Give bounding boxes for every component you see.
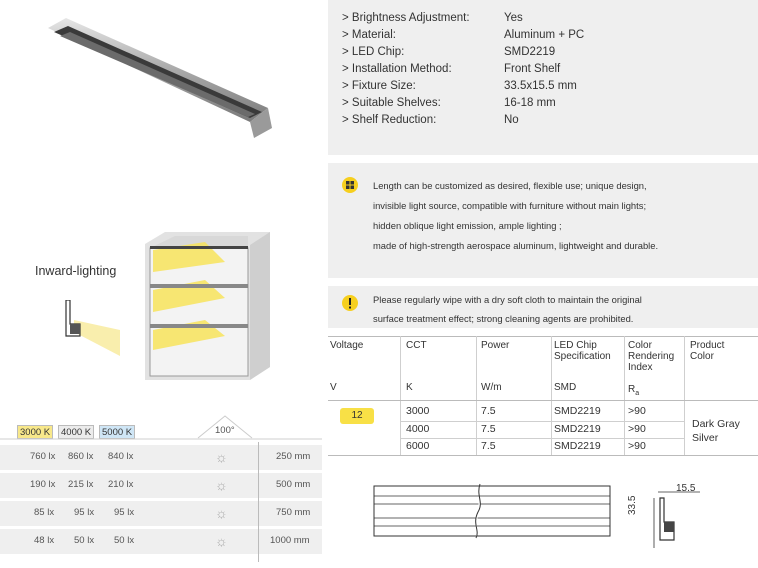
cell-chip: SMD2219 <box>554 405 601 417</box>
lux-row <box>0 473 322 498</box>
cell-chip: SMD2219 <box>554 423 601 435</box>
product-color: Silver <box>692 432 719 444</box>
warning-panel <box>328 286 758 328</box>
cell-cri: >90 <box>628 423 646 435</box>
lux-value: 48 lx <box>34 535 55 546</box>
spec-key: > Installation Method: <box>342 63 452 75</box>
lux-value: 95 lx <box>114 507 135 518</box>
beam-angle-label: 100° <box>215 425 235 436</box>
spec-value: No <box>504 114 519 126</box>
sun-icon: ☼ <box>215 505 228 521</box>
spec-key: > LED Chip: <box>342 46 405 58</box>
col-header-power: Power <box>481 340 510 351</box>
feature-text: hidden oblique light emission, ample lighting ; <box>373 220 562 231</box>
cell-cct: 4000 <box>406 423 430 435</box>
spec-key: > Suitable Shelves: <box>342 97 441 109</box>
cell-chip: SMD2219 <box>554 440 601 452</box>
profile-length-drawing <box>372 482 612 540</box>
product-color: Dark Gray <box>692 418 740 430</box>
unit-cct: K <box>406 382 413 393</box>
cct-tab-4000: 4000 K <box>58 425 94 439</box>
illuminance-table <box>0 412 322 568</box>
cell-power: 7.5 <box>481 440 496 452</box>
sun-icon: ☼ <box>215 449 228 465</box>
col-header-color: Product Color <box>690 340 725 362</box>
feature-text: Length can be customized as desired, flexible use; unique design, <box>373 180 647 191</box>
cell-cct: 6000 <box>406 440 430 452</box>
distance-value: 1000 mm <box>270 535 310 546</box>
warning-text: surface treatment effect; strong cleaning agents are prohibited. <box>373 313 634 324</box>
spec-panel <box>328 0 758 155</box>
feature-text: made of high-strength aerospace aluminum, lightweight and durable. <box>373 240 659 251</box>
spec-value: Aluminum + PC <box>504 29 585 41</box>
col-header-cct: CCT <box>406 340 427 351</box>
cct-tab-3000: 3000 K <box>17 425 53 439</box>
inward-lighting-label: Inward-lighting <box>35 264 117 278</box>
lux-value: 50 lx <box>114 535 135 546</box>
voltage-badge: 12 <box>340 408 374 424</box>
distance-value: 250 mm <box>276 451 311 462</box>
cell-cct: 3000 <box>406 405 430 417</box>
product-profile-image <box>40 10 280 150</box>
lux-value: 95 lx <box>74 507 95 518</box>
lux-value: 210 lx <box>108 479 134 490</box>
spec-value: 16-18 mm <box>504 97 556 109</box>
unit-voltage: V <box>330 382 337 393</box>
lux-value: 760 lx <box>30 451 56 462</box>
spec-key: > Brightness Adjustment: <box>342 12 470 24</box>
lux-value: 190 lx <box>30 479 56 490</box>
col-header-chip: LED Chip Specification <box>554 340 611 362</box>
lux-value: 860 lx <box>68 451 94 462</box>
col-header-cri: Color Rendering Index <box>628 340 675 373</box>
product-table <box>328 336 758 456</box>
feature-text: invisible light source, compatible with furniture without main lights; <box>373 200 647 211</box>
lux-row <box>0 445 322 470</box>
spec-key: > Fixture Size: <box>342 80 416 92</box>
cell-cri: >90 <box>628 440 646 452</box>
lux-value: 85 lx <box>34 507 55 518</box>
lux-value: 840 lx <box>108 451 134 462</box>
dimension-width: 15.5 <box>676 483 696 494</box>
col-header-voltage: Voltage <box>330 340 364 351</box>
cabinet-illustration <box>145 232 270 382</box>
exclamation-icon <box>342 295 358 311</box>
spec-value: Yes <box>504 12 523 24</box>
lux-row <box>0 501 322 526</box>
inward-lighting-diagram <box>60 300 120 356</box>
unit-power: W/m <box>481 382 502 393</box>
cct-tab-5000: 5000 K <box>99 425 135 439</box>
lux-value: 50 lx <box>74 535 95 546</box>
spec-key: > Shelf Reduction: <box>342 114 437 126</box>
lux-value: 215 lx <box>68 479 94 490</box>
dimension-height: 33.5 <box>627 495 638 515</box>
unit-chip: SMD <box>554 382 577 393</box>
features-panel <box>328 163 758 278</box>
cell-power: 7.5 <box>481 423 496 435</box>
cell-power: 7.5 <box>481 405 496 417</box>
distance-value: 750 mm <box>276 507 311 518</box>
warning-text: Please regularly wipe with a dry soft cloth to maintain the original <box>373 294 642 305</box>
spec-value: 33.5x15.5 mm <box>504 80 577 92</box>
grid-icon <box>342 177 358 193</box>
lux-row <box>0 529 322 554</box>
spec-value: SMD2219 <box>504 46 556 58</box>
distance-value: 500 mm <box>276 479 311 490</box>
spec-value: Front Shelf <box>504 63 561 75</box>
spec-key: > Material: <box>342 29 397 41</box>
beam-cone-icon <box>0 412 322 442</box>
cross-section-drawing <box>630 478 710 550</box>
distance-axis <box>258 442 259 562</box>
unit-cri: $R_a$ <box>628 384 640 397</box>
sun-icon: ☼ <box>215 477 228 493</box>
cell-cri: >90 <box>628 405 646 417</box>
sun-icon: ☼ <box>215 533 228 549</box>
